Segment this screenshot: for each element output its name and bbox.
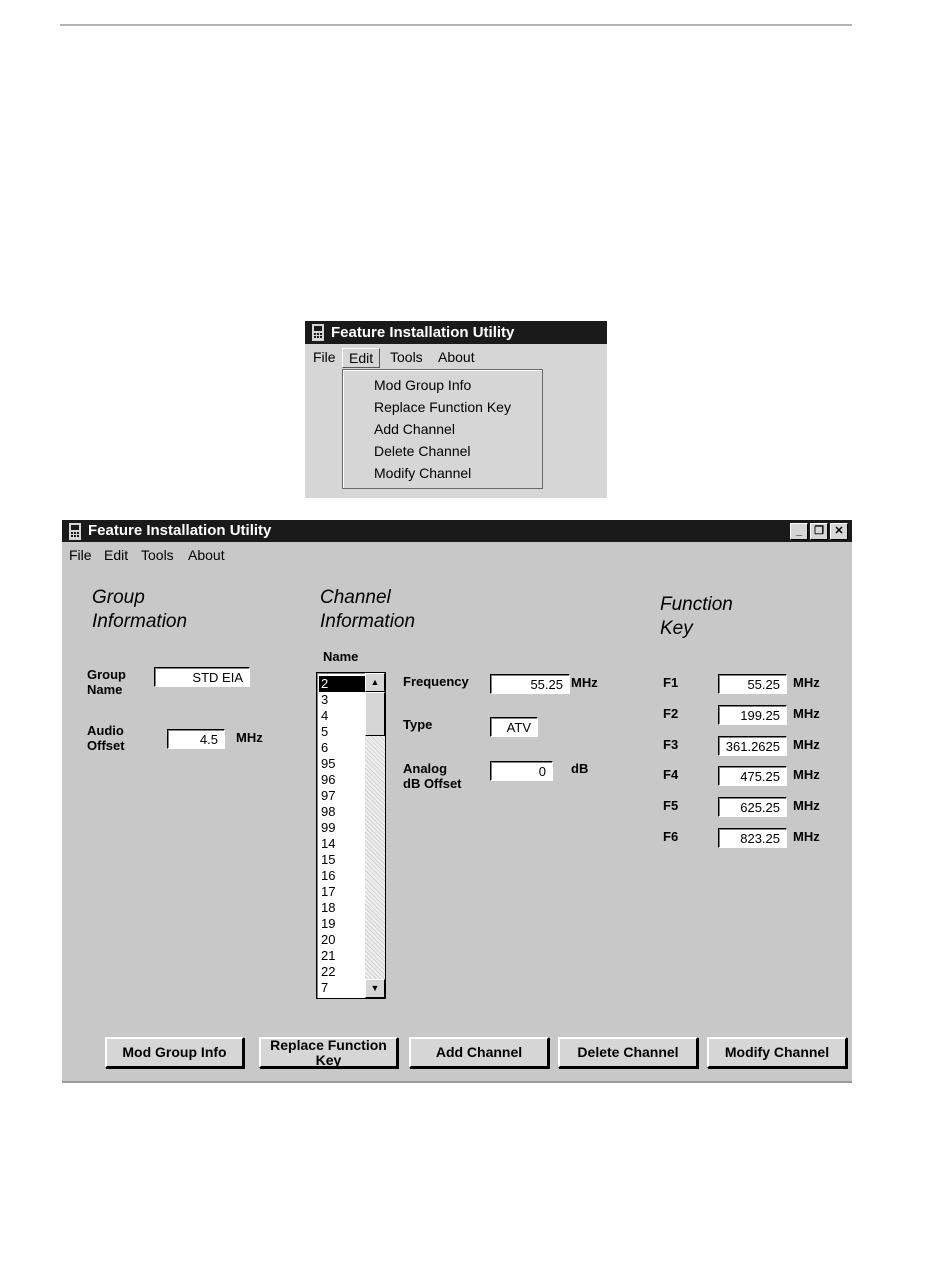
- menu-edit[interactable]: Edit: [342, 348, 380, 368]
- scroll-down-icon[interactable]: ▼: [365, 979, 385, 998]
- f3-label: F3: [663, 737, 679, 752]
- list-item[interactable]: 15: [321, 852, 336, 867]
- title-bar: [305, 321, 607, 344]
- list-item[interactable]: 19: [321, 916, 336, 931]
- window-title: Feature Installation Utility: [88, 522, 272, 539]
- list-item[interactable]: 97: [321, 788, 336, 803]
- list-item[interactable]: 99: [321, 820, 336, 835]
- add-channel-button[interactable]: Add Channel: [409, 1037, 549, 1068]
- window-title: Feature Installation Utility: [331, 324, 515, 341]
- function-key-heading: Function Key: [660, 594, 733, 639]
- menu-file[interactable]: File: [69, 547, 92, 563]
- f1-unit: MHz: [793, 675, 820, 690]
- analog-db-offset-field[interactable]: 0: [490, 761, 553, 781]
- audio-offset-field[interactable]: 4.5: [167, 729, 225, 749]
- menu-item-modify-channel[interactable]: Modify Channel: [374, 465, 472, 481]
- delete-channel-button[interactable]: Delete Channel: [558, 1037, 698, 1068]
- group-information-heading: Group Information: [92, 587, 188, 632]
- list-item[interactable]: 95: [321, 756, 336, 771]
- f6-unit: MHz: [793, 829, 820, 844]
- menu-bar: [62, 544, 852, 566]
- list-item[interactable]: 17: [321, 884, 336, 899]
- f2-label: F2: [663, 706, 679, 721]
- list-item[interactable]: 16: [321, 868, 336, 883]
- frequency-label: Frequency: [403, 674, 469, 689]
- f6-field[interactable]: 823.25: [718, 828, 787, 848]
- mod-group-info-button[interactable]: Mod Group Info: [105, 1037, 244, 1068]
- main-window: [62, 520, 852, 1081]
- list-item[interactable]: 98: [321, 804, 336, 819]
- f3-unit: MHz: [793, 737, 820, 752]
- audio-offset-label: Audio Offset: [87, 723, 125, 753]
- audio-offset-unit: MHz: [236, 730, 263, 745]
- title-bar: [62, 520, 852, 542]
- list-item[interactable]: 22: [321, 964, 336, 979]
- f4-label: F4: [663, 767, 679, 782]
- frequency-unit: MHz: [571, 675, 598, 690]
- channel-listbox[interactable]: [316, 672, 386, 999]
- list-item[interactable]: 5: [321, 724, 329, 739]
- list-scrollbar[interactable]: [365, 673, 385, 998]
- list-item[interactable]: 2: [319, 676, 365, 692]
- f1-field[interactable]: 55.25: [718, 674, 787, 694]
- channel-information-heading: Channel Information: [320, 587, 416, 632]
- list-item[interactable]: 20: [321, 932, 336, 947]
- scroll-thumb[interactable]: [365, 692, 385, 736]
- scroll-up-icon[interactable]: ▲: [365, 673, 385, 692]
- f6-label: F6: [663, 829, 679, 844]
- menu-tools[interactable]: Tools: [390, 349, 423, 365]
- list-item[interactable]: 6: [321, 740, 329, 755]
- f2-field[interactable]: 199.25: [718, 705, 787, 725]
- f5-field[interactable]: 625.25: [718, 797, 787, 817]
- bottom-rule: [62, 1081, 852, 1083]
- menu-bar: [305, 346, 607, 368]
- menu-file[interactable]: File: [313, 349, 336, 365]
- restore-icon[interactable]: ❐: [810, 523, 828, 540]
- app-icon: [311, 324, 325, 341]
- replace-function-key-button[interactable]: Replace Function Key: [259, 1037, 398, 1068]
- group-name-label: Group Name: [87, 667, 126, 697]
- list-item[interactable]: 18: [321, 900, 336, 915]
- f4-field[interactable]: 475.25: [718, 766, 787, 786]
- type-field[interactable]: ATV: [490, 717, 538, 737]
- menu-item-delete-channel[interactable]: Delete Channel: [374, 443, 471, 459]
- close-icon[interactable]: ✕: [830, 523, 848, 540]
- menu-about[interactable]: About: [188, 547, 225, 563]
- analog-db-offset-label: Analog dB Offset: [403, 761, 462, 791]
- list-item[interactable]: 7: [321, 980, 329, 995]
- list-item[interactable]: 4: [321, 708, 329, 723]
- f4-unit: MHz: [793, 767, 820, 782]
- menu-item-add-channel[interactable]: Add Channel: [374, 421, 455, 437]
- group-name-field[interactable]: STD EIA: [154, 667, 250, 687]
- edit-dropdown-menu: [342, 369, 543, 489]
- f2-unit: MHz: [793, 706, 820, 721]
- app-icon: [68, 523, 82, 540]
- f3-field[interactable]: 361.2625: [718, 736, 787, 756]
- f5-unit: MHz: [793, 798, 820, 813]
- menu-about[interactable]: About: [438, 349, 475, 365]
- menu-edit[interactable]: Edit: [104, 547, 129, 563]
- list-item[interactable]: 96: [321, 772, 336, 787]
- modify-channel-button[interactable]: Modify Channel: [707, 1037, 847, 1068]
- type-label: Type: [403, 717, 433, 732]
- menu-tools[interactable]: Tools: [141, 547, 174, 563]
- list-item[interactable]: 3: [321, 692, 329, 707]
- f1-label: F1: [663, 675, 679, 690]
- list-item[interactable]: 14: [321, 836, 336, 851]
- menu-item-replace-function-key[interactable]: Replace Function Key: [374, 399, 511, 415]
- frequency-field[interactable]: 55.25: [490, 674, 570, 694]
- top-rule: [60, 24, 852, 26]
- f5-label: F5: [663, 798, 679, 813]
- analog-db-offset-unit: dB: [571, 761, 589, 776]
- menu-window: [305, 321, 607, 498]
- list-item[interactable]: 21: [321, 948, 336, 963]
- channel-list-header: Name: [323, 649, 359, 664]
- menu-item-mod-group-info[interactable]: Mod Group Info: [374, 377, 472, 393]
- minimize-icon[interactable]: _: [790, 523, 808, 540]
